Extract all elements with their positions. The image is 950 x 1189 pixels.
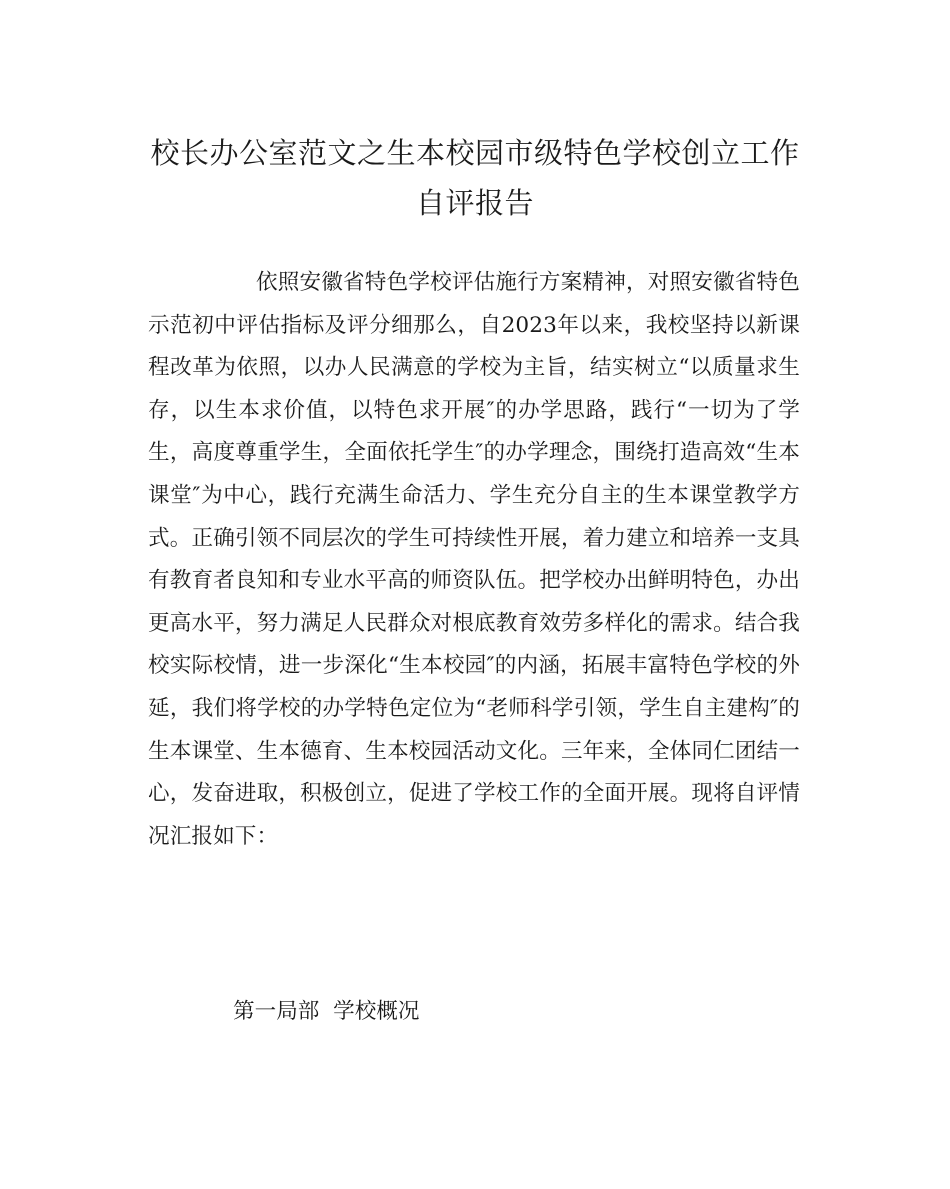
document-title: 校长办公室范文之生本校园市级特色学校创立工作自评报告 (150, 136, 800, 220)
section-heading: 第一局部 学校概况 (233, 999, 420, 1024)
intro-paragraph: 依照安徽省特色学校评估施行方案精神，对照安徽省特色示范初中评估指标及评分细那么，自2023年以来，我校坚持以新课程改革为依照，以办人民满意的学校为主旨，结实树立“以质量求生存，以生本求价值，以特色求开展″的办学思路，践行“一切为了学生，高度尊重学生，全面依托学生″的办学理念，围绕打造高效“生本课堂″为中心，践行充满生命活力、学生充分自主的生本课堂教学方式。正确引领不同层次的学生可持续性开展，着力建立和培养一支具有教育者良知和专业水平高的师资队伍。把学校办出鲜明特色，办出更高水平，努力满足人民群众对根底教育效劳多样化的需求。结合我校实际校情，进一步深化“生本校园″的内涵，拓展丰富特色学校的外延，我们将学校的办学特色定位为“老师科学引领，学生自主建构″的生本课堂、生本德育、生本校园活动文化。三年来，全体同仁团结一心，发奋进取，积极创立，促进了学校工作的全面开展。现将自评情况汇报如下： (148, 270, 800, 849)
